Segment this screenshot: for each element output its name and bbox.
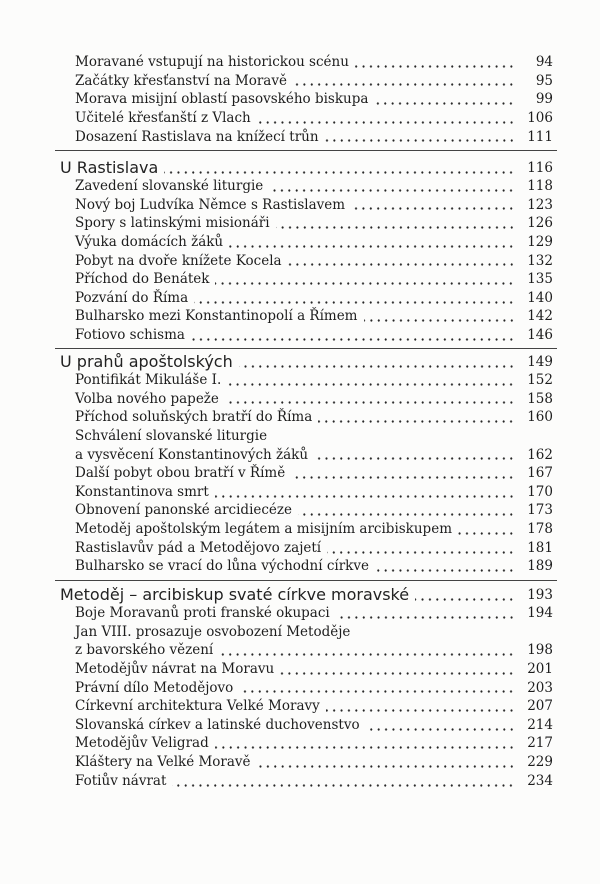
toc-entry <box>55 128 557 147</box>
toc-entry <box>55 716 557 735</box>
toc-entry <box>55 252 557 271</box>
entry-page: 214 <box>527 716 553 733</box>
entry-page: 160 <box>527 409 553 426</box>
toc-entry <box>55 772 557 791</box>
dot-leader <box>291 464 515 483</box>
entry-page: 203 <box>527 679 553 696</box>
toc-entry <box>55 53 557 72</box>
dot-leader <box>293 72 515 91</box>
entry-title: Dosazení Rastislava na knížecí trůn <box>75 128 319 145</box>
toc-entry <box>55 390 557 409</box>
dot-leader <box>257 109 515 128</box>
entry-page: 229 <box>527 754 553 771</box>
entry-title: Pobyt na dvoře knížete Kocela <box>75 252 282 269</box>
toc-entry <box>55 270 557 289</box>
dot-leader <box>172 772 515 791</box>
dot-leader <box>239 679 515 698</box>
entry-title: Kláštery na Velké Moravě <box>75 754 251 771</box>
toc-entry <box>55 214 557 233</box>
toc-entry <box>55 196 557 215</box>
toc-entry <box>55 753 557 772</box>
section-divider <box>55 348 557 349</box>
entry-title: Učitelé křesťanští z Vlach <box>75 109 251 126</box>
entry-title: Metodějův návrat na Moravu <box>75 660 275 677</box>
dot-leader <box>375 557 515 576</box>
dot-leader <box>298 501 515 520</box>
entry-title: Pozvání do Říma <box>75 289 189 306</box>
entry-page: 123 <box>527 196 553 213</box>
entry-page: 173 <box>527 502 553 519</box>
entry-title-line: Jan VIII. prosazuje osvobození Metoděje <box>75 623 351 640</box>
dot-leader <box>318 408 515 427</box>
entry-title: Fotiův návrat <box>75 772 167 789</box>
entry-page: 146 <box>527 327 553 344</box>
entry-page: 118 <box>527 178 553 194</box>
entry-title: Zavedení slovanské liturgie <box>75 178 264 194</box>
toc-entry <box>55 109 557 128</box>
dot-leader <box>191 326 515 345</box>
section-divider <box>55 150 557 151</box>
dot-leader <box>325 128 515 147</box>
dot-leader <box>227 371 515 390</box>
entry-page: 126 <box>527 215 553 232</box>
section-heading <box>55 585 557 604</box>
entry-page: 178 <box>527 521 553 538</box>
entry-page: 170 <box>527 483 553 500</box>
toc-entry <box>55 464 557 483</box>
entry-title: Pontifikát Mikuláše I. <box>75 372 222 388</box>
entry-title-line: Schválení slovanské liturgie <box>75 427 268 444</box>
dot-leader <box>355 53 515 72</box>
toc-entry <box>55 307 557 326</box>
dot-leader <box>239 352 515 371</box>
dot-leader <box>225 390 515 409</box>
entry-title: Fotiovo schisma <box>75 327 185 344</box>
dot-leader <box>288 252 515 271</box>
toc-section <box>55 53 557 146</box>
entry-page: 207 <box>527 698 553 715</box>
dot-leader <box>327 539 515 558</box>
entry-page: 234 <box>527 772 553 789</box>
entry-title: Nový boj Ludvíka Němce s Rastislavem <box>75 196 346 213</box>
toc-entry <box>55 557 557 576</box>
entry-page: 106 <box>527 109 553 126</box>
toc-entry <box>55 177 557 196</box>
entry-title: Rastislavův pád a Metodějovo zajetí <box>75 539 322 556</box>
entry-title: Konstantinova smrt <box>75 483 209 500</box>
entry-page: 135 <box>527 271 553 288</box>
dot-leader <box>215 734 515 753</box>
entry-line <box>55 427 557 446</box>
dot-leader <box>364 307 516 326</box>
entry-page: 129 <box>527 233 553 250</box>
section-heading <box>55 352 557 371</box>
entry-title: Příchod soluňských bratří do Říma <box>75 409 313 426</box>
entry-title: Právní dílo Metodějovo <box>75 679 234 696</box>
dot-leader <box>219 641 515 660</box>
toc-entry <box>55 520 557 539</box>
entry-page: 198 <box>527 642 553 659</box>
entry-title: Začátky křesťanství na Moravě <box>75 72 287 89</box>
entry-page: 167 <box>527 465 553 482</box>
entry-page: 140 <box>527 289 553 306</box>
entry-title: Metodějův Veligrad <box>75 735 209 752</box>
dot-leader <box>374 90 515 109</box>
entry-title: Obnovení panonské arcidiecéze <box>75 502 293 519</box>
entry-title: Slovanská církev a latinské duchovenstvo <box>75 716 360 733</box>
entry-line <box>55 446 557 465</box>
section-heading-page: 149 <box>527 354 553 370</box>
toc-entry <box>55 679 557 698</box>
section-heading <box>55 158 557 177</box>
toc-entry <box>55 408 557 427</box>
entry-title-line: z bavorského vězení <box>75 642 214 659</box>
entry-page: 111 <box>527 128 553 145</box>
toc-entry-multiline <box>55 623 557 660</box>
entry-page: 158 <box>527 390 553 407</box>
entry-page: 152 <box>527 372 553 388</box>
toc-entry-multiline <box>55 427 557 464</box>
dot-leader <box>314 446 515 465</box>
dot-leader <box>276 214 515 233</box>
toc-entry <box>55 233 557 252</box>
entry-title: Boje Moravanů proti franské okupaci <box>75 605 330 621</box>
entry-title: Spory s latinskými misionáři <box>75 215 270 232</box>
dot-leader <box>458 520 515 539</box>
dot-leader <box>336 604 515 623</box>
entry-title: Církevní architektura Velké Moravy <box>75 698 320 715</box>
toc-entry <box>55 90 557 109</box>
toc-entry <box>55 326 557 345</box>
section-divider <box>55 580 557 581</box>
section-heading-page: 116 <box>527 160 553 176</box>
entry-page: 95 <box>535 72 553 89</box>
entry-title: Příchod do Benátek <box>75 271 210 288</box>
section-heading-title: Metoděj – arcibiskup svaté církve moravské <box>60 585 410 604</box>
toc-entry <box>55 697 557 716</box>
toc-entry <box>55 483 557 502</box>
entry-title: Metoděj apoštolským legátem a misijním arcibiskupem <box>75 521 452 538</box>
dot-leader <box>351 196 515 215</box>
entry-title-line: a vysvěcení Konstantinových žáků <box>75 446 309 463</box>
entry-title: Další pobyt obou bratří v Římě <box>75 465 286 482</box>
dot-leader <box>194 289 515 308</box>
entry-title: Moravané vstupují na historickou scénu <box>75 54 349 70</box>
toc-entry <box>55 289 557 308</box>
entry-page: 132 <box>527 252 553 269</box>
entry-title: Volba nového papeže <box>75 390 219 407</box>
toc-entry <box>55 734 557 753</box>
section-heading-title: U prahů apoštolských <box>60 352 233 371</box>
entry-line <box>55 623 557 642</box>
dot-leader <box>269 177 515 196</box>
dot-leader <box>215 483 515 502</box>
toc-entry <box>55 371 557 390</box>
section-heading-page: 193 <box>527 587 553 603</box>
toc-entry <box>55 604 557 623</box>
entry-page: 94 <box>535 54 553 70</box>
entry-title: Výuka domácích žáků <box>75 233 224 250</box>
entry-page: 201 <box>527 660 553 677</box>
entry-page: 142 <box>527 308 553 325</box>
entry-page: 162 <box>527 446 553 463</box>
entry-page: 99 <box>535 91 553 108</box>
entry-page: 217 <box>527 735 553 752</box>
dot-leader <box>280 660 515 679</box>
toc-section <box>55 585 557 790</box>
toc-entry <box>55 501 557 520</box>
entry-title: Bulharsko se vrací do lůna východní církve <box>75 558 369 575</box>
dot-leader <box>229 233 515 252</box>
toc-entry <box>55 539 557 558</box>
section-heading-title: U Rastislava <box>60 158 159 177</box>
entry-page: 194 <box>527 605 553 621</box>
entry-page: 189 <box>527 558 553 575</box>
dot-leader <box>215 270 515 289</box>
dot-leader <box>257 753 515 772</box>
dot-leader <box>326 697 515 716</box>
dot-leader <box>415 585 515 604</box>
toc-section <box>55 158 557 345</box>
dot-leader <box>164 158 515 177</box>
toc-entry <box>55 660 557 679</box>
entry-title: Bulharsko mezi Konstantinopolí a Římem <box>75 308 358 325</box>
entry-page: 181 <box>527 539 553 556</box>
dot-leader <box>366 716 515 735</box>
toc-entry <box>55 72 557 91</box>
entry-title: Morava misijní oblastí pasovského biskupa <box>75 91 369 108</box>
entry-line <box>55 641 557 660</box>
toc-section <box>55 352 557 576</box>
